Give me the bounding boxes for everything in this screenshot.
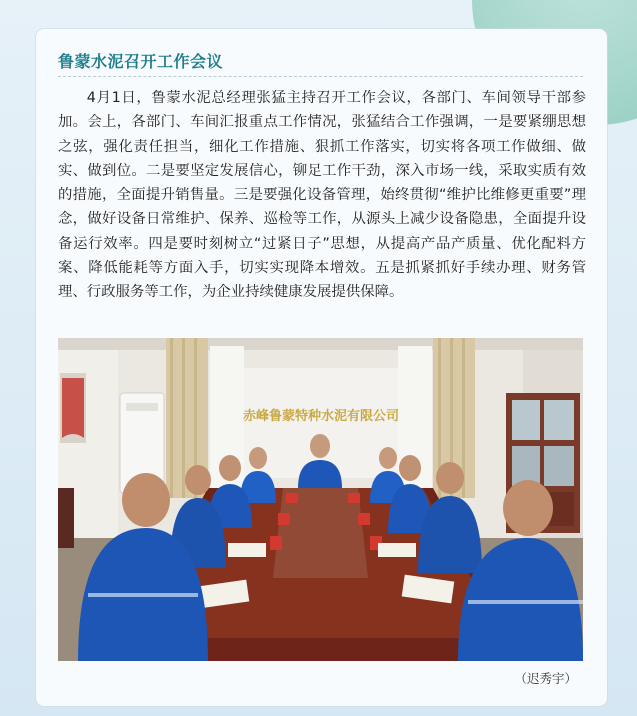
article-title: 鲁蒙水泥召开工作会议 xyxy=(58,52,224,71)
article-body: 4月1日，鲁蒙水泥总经理张猛主持召开工作会议，各部门、车间领导干部参加。会上，各部门、车间汇报重点工作情况，张猛结合工作强调，一是要紧绷思想之弦，强化责任担当，细化工作措施、狠抓工作落实，切实将各项工作做细、做实、做到位。二是要坚定发展信心，铆足工作干劲，深入市场一线，采取实质有效的措施，全面提升销售量。三是要强化设备管理，始终贯彻“维护比维修更重要”理念，做好设备日常维护、保养、巡检等工作，从源头上减少设备隐患，全面提升设备运行效率。四是要时刻树立“过紧日子”思想，从提高产品产质量、优化配料方案、降低能耗等方面入手，切实实现降本增效。五是抓紧抓好手续办理、财务管理、行政服务等工作，为企业持续健康发展提供保障。 xyxy=(58,90,586,301)
title-divider xyxy=(58,76,583,77)
photo-credit: （迟秀宇） xyxy=(514,671,577,686)
wall-sign: 赤峰鲁蒙特种水泥有限公司 xyxy=(242,409,400,424)
meeting-photo-illustration xyxy=(58,338,583,661)
meeting-photo xyxy=(58,338,583,661)
article-card xyxy=(36,29,607,706)
